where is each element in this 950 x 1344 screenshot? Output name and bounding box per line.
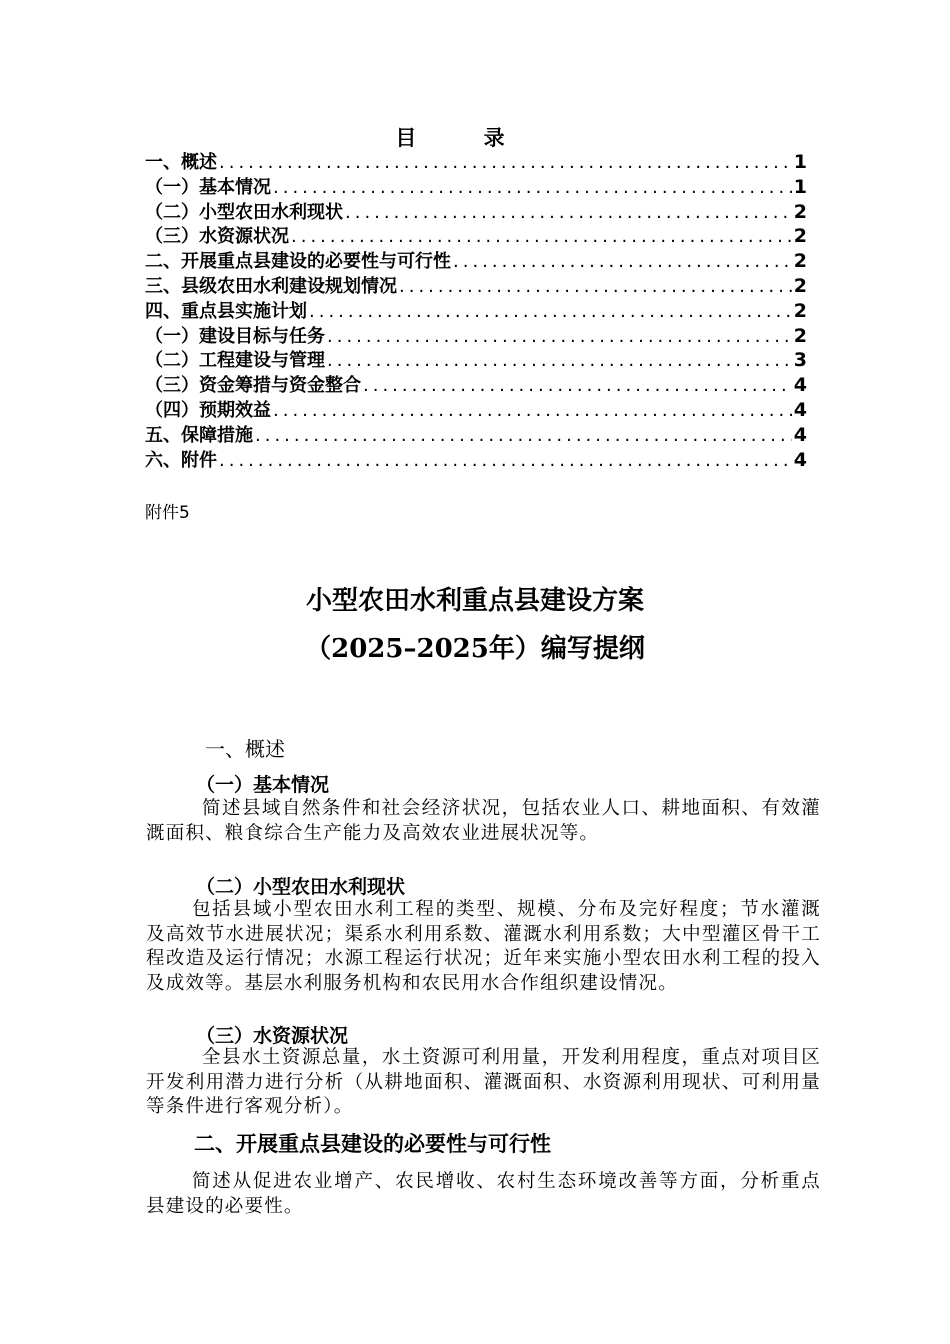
paragraph-irrigation-status: 包括县域小型农田水利工程的类型、规模、分布及完好程度；节水灌溉及高效节水进展状况；渠系水利用系数、灌溉水利用系数；大中型灌区骨干工程改造及运行情况；水源工程运行状况；近年来实施小型农田水利工程的投入及成效等。基层水利服务机构和农民用水合作组织建设情况。 <box>146 899 821 994</box>
toc-leader-dots <box>219 151 792 176</box>
table-of-contents <box>145 150 807 472</box>
toc-entry-text: （三）水资源状况 <box>145 226 289 248</box>
toc-entry[interactable] <box>145 324 807 349</box>
document-title: 小型农田水利重点县建设方案 <box>305 586 644 616</box>
toc-entry[interactable] <box>145 348 807 373</box>
toc-leader-dots <box>399 275 792 300</box>
toc-page-number: 1 <box>793 151 807 173</box>
toc-leader-dots <box>273 176 792 201</box>
section-heading-overview: 一、概述 <box>205 737 285 761</box>
toc-page-number: 2 <box>793 299 807 322</box>
toc-leader-dots <box>219 449 792 474</box>
toc-entry[interactable] <box>145 373 807 398</box>
toc-entry[interactable] <box>145 150 807 175</box>
toc-entry[interactable] <box>145 423 807 448</box>
subsection-heading-basic-info: （一）基本情况 <box>196 774 330 796</box>
toc-entry[interactable] <box>145 249 807 274</box>
toc-entry-text: 六、附件 <box>145 449 217 471</box>
toc-entry[interactable] <box>145 274 807 299</box>
toc-entry-text: （四）预期效益 <box>145 399 271 421</box>
toc-entry[interactable] <box>145 398 807 423</box>
toc-leader-dots <box>327 349 792 374</box>
toc-entry-text: （二）小型农田水利现状 <box>145 201 343 223</box>
toc-entry-text: 三、县级农田水利建设规划情况 <box>145 275 397 297</box>
toc-entry[interactable] <box>145 175 807 200</box>
document-subtitle: （2025–2025年）编写提纲 <box>305 634 645 664</box>
toc-entry-text: 二、开展重点县建设的必要性与可行性 <box>145 251 451 273</box>
toc-entry-text: 四、重点县实施计划 <box>145 300 307 322</box>
toc-page-number: 2 <box>793 200 807 223</box>
paragraph-necessity: 简述从促进农业增产、农民增收、农村生态环境改善等方面，分析重点县建设的必要性。 <box>146 1171 821 1217</box>
toc-leader-dots <box>363 374 792 399</box>
toc-entry-text: （一）基本情况 <box>145 176 271 198</box>
toc-page-number: 2 <box>793 274 807 297</box>
toc-leader-dots <box>255 424 792 449</box>
toc-title: 目 录 <box>395 126 535 150</box>
toc-page-number: 2 <box>793 324 807 347</box>
section-heading-necessity: 二、开展重点县建设的必要性与可行性 <box>194 1132 551 1156</box>
toc-page-number: 4 <box>793 423 807 446</box>
attachment-label: 附件5 <box>145 503 190 523</box>
subsection-heading-water-resources: （三）水资源状况 <box>196 1025 349 1047</box>
toc-entry-text: （二）工程建设与管理 <box>145 350 325 372</box>
toc-entry[interactable] <box>145 224 807 249</box>
toc-page-number: 2 <box>793 250 807 273</box>
toc-page-number: 4 <box>793 448 807 471</box>
toc-page-number: 4 <box>793 398 807 421</box>
toc-page-number: 3 <box>793 349 807 372</box>
subsection-heading-irrigation-status: （二）小型农田水利现状 <box>196 876 406 898</box>
toc-entry-text: （三）资金筹措与资金整合 <box>145 375 361 397</box>
toc-leader-dots <box>453 250 792 275</box>
toc-page-number: 1 <box>793 175 807 198</box>
paragraph-basic-info: 简述县域自然条件和社会经济状况，包括农业人口、耕地面积、有效灌溉面积、粮食综合生产能力及高效农业进展状况等。 <box>146 798 821 844</box>
toc-entry[interactable] <box>145 200 807 225</box>
toc-entry[interactable] <box>145 448 807 473</box>
toc-entry[interactable] <box>145 299 807 324</box>
toc-leader-dots <box>291 225 792 250</box>
toc-page-number: 2 <box>793 225 807 248</box>
toc-leader-dots <box>345 201 792 226</box>
toc-entry-text: 五、保障措施 <box>145 424 253 446</box>
toc-leader-dots <box>273 399 792 424</box>
toc-entry-text: 一、概述 <box>145 152 217 173</box>
toc-leader-dots <box>309 300 792 325</box>
paragraph-water-resources: 全县水土资源总量，水土资源可利用量，开发利用程度，重点对项目区开发利用潜力进行分析（从耕地面积、灌溉面积、水资源利用现状、可利用量等条件进行客观分析）。 <box>146 1047 821 1118</box>
toc-leader-dots <box>327 325 792 350</box>
toc-page-number: 4 <box>793 374 807 397</box>
toc-entry-text: （一）建设目标与任务 <box>145 325 325 347</box>
